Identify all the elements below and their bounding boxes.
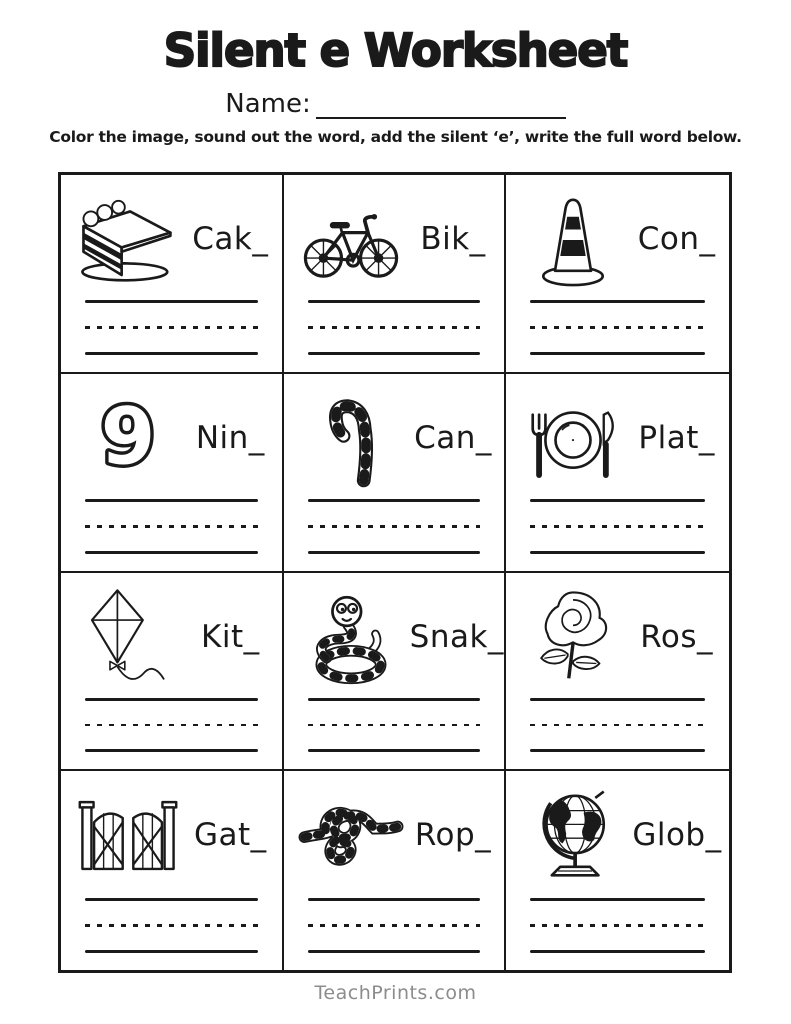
writing-area[interactable]	[514, 898, 721, 953]
writing-line-middle[interactable]	[308, 326, 481, 329]
writing-line-middle[interactable]	[85, 326, 258, 329]
word-cell-rose	[506, 573, 729, 772]
word-cell-nine	[61, 374, 284, 573]
writing-area[interactable]	[69, 300, 274, 355]
cell-header	[514, 181, 721, 297]
writing-line-bottom[interactable]	[85, 551, 258, 554]
writing-line-middle[interactable]	[530, 525, 705, 528]
word-label: Kit_	[201, 618, 260, 655]
cell-header	[514, 777, 721, 893]
cell-header	[69, 579, 274, 695]
writing-area[interactable]	[292, 499, 497, 554]
writing-line-top[interactable]	[85, 698, 258, 701]
writing-line-middle[interactable]	[530, 924, 705, 927]
cane-icon	[292, 385, 410, 491]
writing-line-middle[interactable]	[85, 724, 258, 727]
writing-line-bottom[interactable]	[308, 950, 481, 953]
name-row	[0, 89, 791, 119]
page-title: Silent e Worksheet	[163, 24, 628, 77]
gate-icon	[69, 782, 187, 888]
writing-area[interactable]	[69, 499, 274, 554]
word-cell-gate	[61, 771, 284, 970]
word-label: Rop_	[414, 817, 492, 854]
plate-icon	[514, 385, 632, 491]
word-cell-rope	[284, 771, 507, 970]
word-cell-globe	[506, 771, 729, 970]
word-cell-cane	[284, 374, 507, 573]
writing-line-bottom[interactable]	[85, 749, 258, 752]
writing-line-bottom[interactable]	[85, 950, 258, 953]
footer-credit: TeachPrints.com	[314, 982, 477, 1004]
name-input-line[interactable]	[316, 90, 566, 119]
writing-line-top[interactable]	[85, 300, 258, 303]
word-cell-bike	[284, 175, 507, 374]
cell-header	[69, 380, 274, 496]
cake-icon	[69, 186, 187, 292]
writing-line-bottom[interactable]	[530, 551, 705, 554]
writing-area[interactable]	[514, 300, 721, 355]
cell-header	[292, 579, 504, 695]
writing-line-top[interactable]	[85, 898, 258, 901]
rose-icon	[514, 584, 632, 690]
writing-area[interactable]	[514, 499, 721, 554]
word-label: Bik_	[420, 221, 486, 257]
writing-area[interactable]	[292, 898, 497, 953]
word-label: Snak_	[409, 618, 504, 655]
writing-line-top[interactable]	[85, 499, 258, 502]
word-label: Ros_	[640, 618, 714, 655]
writing-line-middle[interactable]	[308, 525, 481, 528]
word-label: Cak_	[192, 221, 269, 257]
word-label: Nin_	[195, 419, 265, 456]
writing-line-top[interactable]	[530, 300, 705, 303]
globe-icon	[514, 782, 632, 888]
cell-header	[292, 380, 497, 496]
writing-line-bottom[interactable]	[85, 352, 258, 355]
writing-line-bottom[interactable]	[530, 749, 705, 752]
writing-area[interactable]	[292, 698, 497, 753]
name-label: Name:	[225, 89, 311, 119]
writing-line-top[interactable]	[308, 499, 481, 502]
writing-line-bottom[interactable]	[308, 551, 481, 554]
word-label: Glob_	[632, 817, 722, 854]
nine-icon	[69, 385, 187, 491]
writing-line-middle[interactable]	[308, 924, 481, 927]
word-cell-cake	[61, 175, 284, 374]
writing-line-middle[interactable]	[530, 724, 705, 727]
word-cell-cone	[506, 175, 729, 374]
word-cell-kite	[61, 573, 284, 772]
svg-text:9: 9	[100, 391, 156, 483]
snake-icon	[292, 584, 410, 690]
rope-icon	[292, 782, 410, 888]
writing-line-middle[interactable]	[308, 724, 481, 727]
cell-header	[292, 777, 497, 893]
worksheet-grid	[58, 172, 732, 973]
writing-line-bottom[interactable]	[530, 950, 705, 953]
word-label: Can_	[414, 419, 492, 456]
writing-area[interactable]	[69, 898, 274, 953]
word-cell-plate	[506, 374, 729, 573]
writing-area[interactable]	[514, 698, 721, 753]
writing-line-top[interactable]	[530, 698, 705, 701]
word-label: Plat_	[638, 419, 715, 456]
bike-icon	[292, 186, 410, 292]
cell-header	[69, 181, 274, 297]
cell-header	[292, 181, 497, 297]
writing-line-bottom[interactable]	[530, 352, 705, 355]
writing-line-top[interactable]	[530, 499, 705, 502]
writing-line-bottom[interactable]	[308, 749, 481, 752]
writing-line-top[interactable]	[308, 898, 481, 901]
instruction-text: Color the image, sound out the word, add the silent ‘e’, write the full word below.	[49, 128, 742, 146]
cell-header	[69, 777, 274, 893]
writing-line-top[interactable]	[308, 300, 481, 303]
writing-line-middle[interactable]	[530, 326, 705, 329]
word-label: Con_	[637, 221, 716, 257]
cell-header	[514, 579, 721, 695]
writing-line-middle[interactable]	[85, 525, 258, 528]
writing-line-middle[interactable]	[85, 924, 258, 927]
word-cell-snake	[284, 573, 507, 772]
writing-area[interactable]	[292, 300, 497, 355]
kite-icon	[69, 584, 187, 690]
cone-icon	[514, 186, 632, 292]
cell-header	[514, 380, 721, 496]
writing-area[interactable]	[69, 698, 274, 753]
writing-line-bottom[interactable]	[308, 352, 481, 355]
writing-line-top[interactable]	[308, 698, 481, 701]
word-label: Gat_	[193, 817, 267, 854]
writing-line-top[interactable]	[530, 898, 705, 901]
